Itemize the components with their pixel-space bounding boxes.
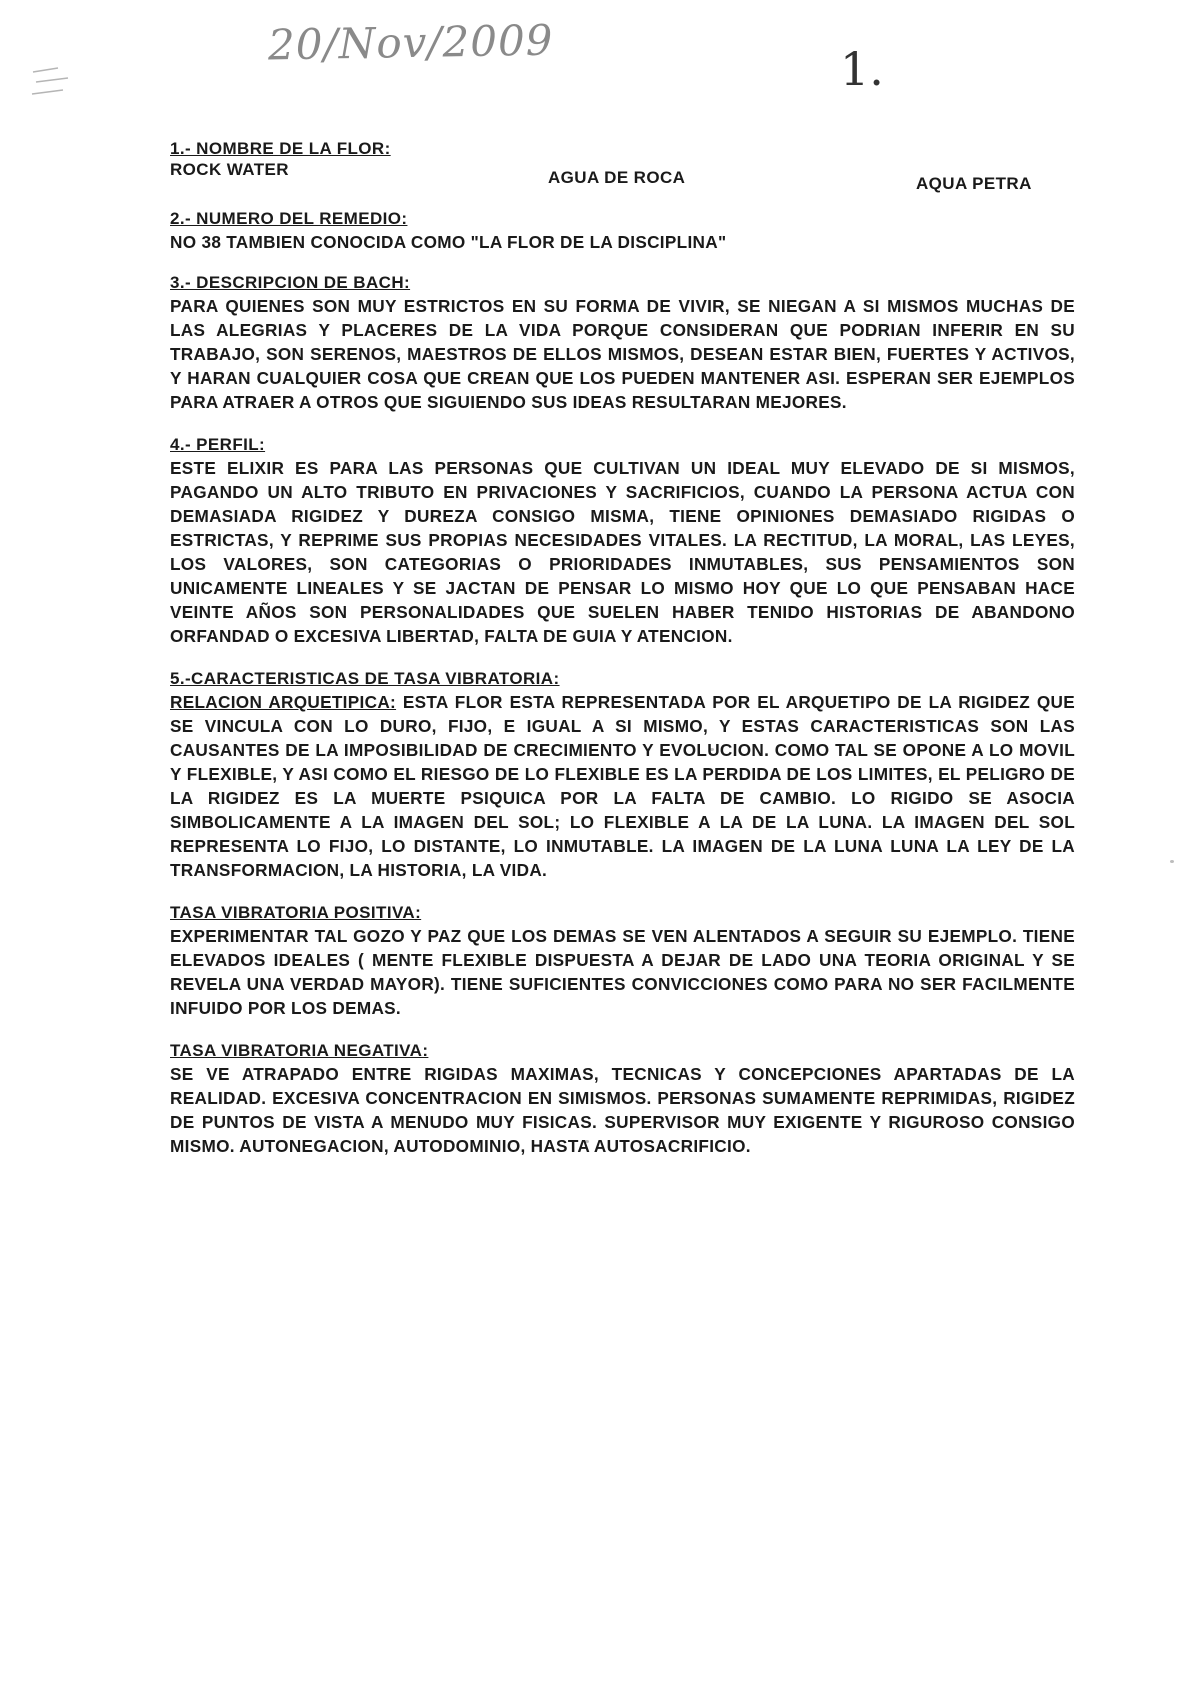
bach-description-text: PARA QUIENES SON MUY ESTRICTOS EN SU FORMA DE VIVIR, SE NIEGAN A SI MISMOS MUCHAS DE LAS ALEGRIAS Y PLACERES DE LA VIDA PORQUE CONSIDERAN QUE PODRIAN INFERIR EN SU TRABAJO, SON SERENOS, MAESTROS DE ELLOS MISMOS, DESEAN ESTAR BIEN, FUERTES Y ACTIVOS, Y HARAN CUALQUIER COSA QUE CREAN QUE LOS PUEDEN MANTENER ASI. ESPERAN SER EJEMPLOS PARA ATRAER A OTROS QUE SIGUIENDO SUS IDEAS RESULTARAN MEJORES.: [170, 296, 1075, 412]
heading-bach-description: 3.- DESCRIPCION DE BACH:: [170, 273, 411, 292]
heading-flower-name: 1.- NOMBRE DE LA FLOR:: [170, 139, 391, 158]
flower-name-spanish: AGUA DE ROCA: [548, 168, 686, 187]
section-flower-name: [170, 138, 1075, 200]
section-profile: [170, 434, 1075, 648]
negative-vibratory-rate-text: SE VE ATRAPADO ENTRE RIGIDAS MAXIMAS, TECNICAS Y CONCEPCIONES APARTADAS DE LA REALIDAD. EXCESIVA CONCENTRACION EN SIMISMOS. PERSONAS SUMAMENTE REPRIMIDAS, RIGIDEZ DE PUNTOS DE VISTA A MENUDO MUY FISICAS. SUPERVISOR MUY EXIGENTE Y RIGUROSO CONSIGO MISMO. AUTONEGACION, AUTODOMINIO, HASTA AUTOSACRIFICIO.: [170, 1064, 1075, 1156]
handwritten-page-number: 1.: [840, 42, 884, 96]
handwritten-date: 20/Nov/2009: [267, 15, 554, 70]
scan-scribble-mark: [28, 60, 88, 110]
positive-vibratory-rate-text: EXPERIMENTAR TAL GOZO Y PAZ QUE LOS DEMAS SE VEN ALENTADOS A SEGUIR SU EJEMPLO. TIENE ELEVADOS IDEALES ( MENTE FLEXIBLE DISPUESTA A DEJAR DE LADO UNA TEORIA ORIGINAL Y SE REVELA UNA VERDAD MAYOR). TIENE SUFICIENTES CONVICCIONES COMO PARA NO SER FACILMENTE INFUIDO POR LOS DEMAS.: [170, 926, 1075, 1018]
heading-profile: 4.- PERFIL:: [170, 435, 266, 454]
section-negative-vibratory-rate: [170, 1040, 1075, 1158]
subheading-archetypal-relation: RELACION ARQUETIPICA:: [170, 692, 397, 712]
section-bach-description: [170, 272, 1075, 414]
flower-name-english: ROCK WATER: [170, 160, 289, 179]
flower-name-latin: AQUA PETRA: [916, 174, 1032, 193]
document-body: [170, 138, 1075, 1158]
archetypal-relation-paragraph: [170, 690, 1075, 882]
heading-remedy-number: 2.- NUMERO DEL REMEDIO:: [170, 209, 408, 228]
remedy-number-text: NO 38 TAMBIEN CONOCIDA COMO "LA FLOR DE LA DISCIPLINA": [170, 232, 727, 252]
archetypal-relation-text: ESTA FLOR ESTA REPRESENTADA POR EL ARQUETIPO DE LA RIGIDEZ QUE SE VINCULA CON LO DURO, FIJO, E IGUAL A SI MISMO, Y ESTAS CARACTERISTICAS SON LAS CAUSANTES DE LA IMPOSIBILIDAD DE CRECIMIENTO Y EVOLUCION. COMO TAL SE OPONE A LO MOVIL Y FLEXIBLE, Y ASI COMO EL RIESGO DE LO FLEXIBLE ES LA PERDIDA DE LOS LIMITES, EL PELIGRO DE LA RIGIDEZ ES LA MUERTE PSIQUICA POR LA FALTA DE CAMBIO. LO RIGIDO SE ASOCIA SIMBOLICAMENTE A LA IMAGEN DEL SOL; LO FLEXIBLE A LA DE LA LUNA. LA IMAGEN DEL SOL REPRESENTA LO FIJO, LO DISTANTE, LO INMUTABLE. LA IMAGEN DE LA LUNA LUNA LA LEY DE LA TRANSFORMACION, LA HISTORIA, LA VIDA.: [170, 692, 1076, 880]
section-positive-vibratory-rate: [170, 902, 1075, 1020]
heading-negative-vibratory-rate: TASA VIBRATORIA NEGATIVA:: [170, 1041, 429, 1060]
section-remedy-number: [170, 208, 1075, 254]
profile-text: ESTE ELIXIR ES PARA LAS PERSONAS QUE CULTIVAN UN IDEAL MUY ELEVADO DE SI MISMOS, PAGANDO UN ALTO TRIBUTO EN PRIVACIONES Y SACRIFICIOS, CUANDO LA PERSONA ACTUA CON DEMASIADA RIGIDEZ Y DUREZA CONSIGO MISMA, TIENE OPINIONES DEMASIADO RIGIDAS O ESTRICTAS, Y REPRIME SUS PROPIAS NECESIDADES VITALES. LA RECTITUD, LA MORAL, LAS LEYES, LOS VALORES, SON CATEGORIAS O PRIORIDADES INMUTABLES, SUS PENSAMIENTOS SON UNICAMENTE LINEALES Y SE JACTAN DE PENSAR LO MISMO HOY QUE LO QUE PENSABAN HACE VEINTE AÑOS SON PERSONALIDADES QUE SUELEN HABER TENIDO HISTORIAS DE ABANDONO ORFANDAD O EXCESIVA LIBERTAD, FALTA DE GUIA Y ATENCION.: [170, 458, 1075, 646]
heading-positive-vibratory-rate: TASA VIBRATORIA POSITIVA:: [170, 903, 422, 922]
section-vibratory-characteristics: [170, 668, 1075, 882]
scan-speck: [1170, 860, 1174, 863]
flower-names-row: [170, 160, 1075, 193]
heading-vibratory-characteristics: 5.-CARACTERISTICAS DE TASA VIBRATORIA:: [170, 669, 560, 688]
